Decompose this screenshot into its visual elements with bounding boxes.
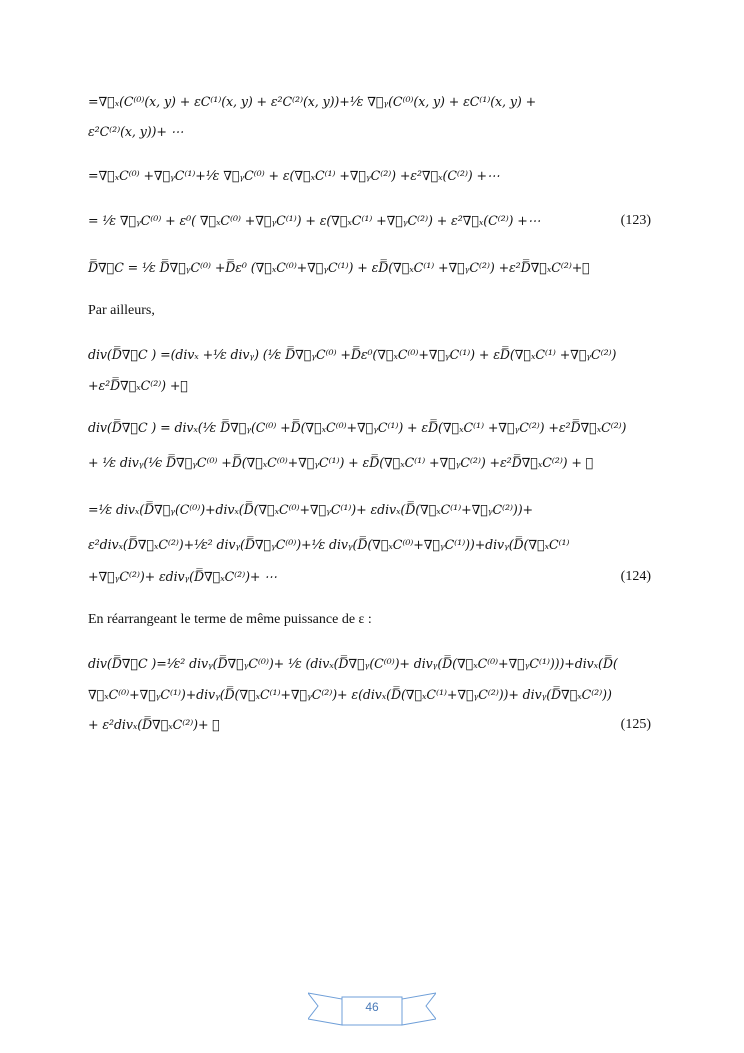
equation-line-10: =¹⁄ε divₓ(D̿∇⃗ᵧ(C⁽⁰⁾)+divₓ(D̿(∇⃗ₓC⁽⁰⁾+∇⃗ᵧC⁽¹⁾)+ εdivₓ(D̿(∇⃗ₓC⁽¹⁾+∇⃗ᵧC⁽²⁾))+ — [88, 502, 534, 517]
equation-line-8: div(D̿∇⃗C ) = divₓ(¹⁄ε D̿∇⃗ᵧ(C⁽⁰⁾ +D̿(∇⃗ₓC⁽⁰⁾+∇⃗ᵧC⁽¹⁾) + εD̿(∇⃗ₓC⁽¹⁾ +∇⃗ᵧC⁽²⁾) +ε²D̿∇⃗ₓC⁽²⁾) — [88, 420, 627, 435]
equation-line-2: ε²C⁽²⁾(x, y))+ ⋯ — [88, 124, 184, 139]
prose-par-ailleurs: Par ailleurs, — [88, 303, 155, 318]
equation-line-1: =∇⃗ₓ(C⁽⁰⁾(x, y) + εC⁽¹⁾(x, y) + ε²C⁽²⁾(x, y))+¹⁄ε ∇⃗ᵧ(C⁽⁰⁾(x, y) + εC⁽¹⁾(x, y) + — [88, 94, 537, 109]
equation-number-124: (124) — [620, 569, 651, 584]
equation-line-5: D̿∇⃗C = ¹⁄ε D̿∇⃗ᵧC⁽⁰⁾ +D̿ε⁰ (∇⃗ₓC⁽⁰⁾+∇⃗ᵧC⁽¹⁾) + εD̿(∇⃗ₓC⁽¹⁾ +∇⃗ᵧC⁽²⁾) +ε²D̿∇⃗ₓC⁽²⁾+⋯ — [88, 260, 590, 275]
equation-line-6: div(D̿∇⃗C ) =(divₓ +¹⁄ε divᵧ) (¹⁄ε D̿∇⃗ᵧC⁽⁰⁾ +D̿ε⁰(∇⃗ₓC⁽⁰⁾+∇⃗ᵧC⁽¹⁾) + εD̿(∇⃗ₓC⁽¹⁾ +∇⃗ᵧC⁽²⁾) — [88, 347, 617, 362]
equation-line-9: + ¹⁄ε divᵧ(¹⁄ϵ D̿∇⃗ᵧC⁽⁰⁾ +D̿(∇⃗ₓC⁽⁰⁾+∇⃗ᵧC⁽¹⁾) + εD̿(∇⃗ₓC⁽¹⁾ +∇⃗ᵧC⁽²⁾) +ε²D̿∇⃗ₓC⁽²⁾) + ⋯ — [88, 455, 594, 470]
equation-line-14: ∇⃗ₓC⁽⁰⁾+∇⃗ᵧC⁽¹⁾)+divᵧ(D̿(∇⃗ₓC⁽¹⁾+∇⃗ᵧC⁽²⁾)+ ε(divₓ(D̿(∇⃗ₓC⁽¹⁾+∇⃗ᵧC⁽²⁾))+ divᵧ(D̿∇⃗ₓC⁽²⁾)) — [88, 687, 612, 702]
equation-line-7: +ε²D̿∇⃗ₓC⁽²⁾) +⋯ — [88, 378, 188, 393]
equation-number-123: (123) — [620, 213, 651, 228]
equation-line-13: div(D̿∇⃗C )=¹⁄ε² divᵧ(D̿∇⃗ᵧC⁽⁰⁾)+ ¹⁄ε (divₓ(D̿∇⃗ᵧ(C⁽⁰⁾)+ divᵧ(D̿(∇⃗ₓC⁽⁰⁾+∇⃗ᵧC⁽¹⁾)))+divₓ(D̿( — [88, 656, 618, 671]
equation-line-15: + ε²divₓ(D̿∇⃗ₓC⁽²⁾)+ ⋯ — [88, 717, 220, 732]
equation-number-125: (125) — [620, 717, 651, 732]
prose-rearrangeant: En réarrangeant le terme de même puissance de ε : — [88, 612, 372, 627]
equation-line-3: =∇⃗ₓC⁽⁰⁾ +∇⃗ᵧC⁽¹⁾+¹⁄ε ∇⃗ᵧC⁽⁰⁾ + ε(∇⃗ₓC⁽¹⁾ +∇⃗ᵧC⁽²⁾) +ε²∇⃗ₓ(C⁽²⁾) +⋯ — [88, 168, 500, 183]
page-number-ribbon — [308, 991, 436, 1027]
equation-line-11: ε²divₓ(D̿∇⃗ₓC⁽²⁾)+¹⁄ε² divᵧ(D̿∇⃗ᵧC⁽⁰⁾)+¹⁄ε divᵧ(D̿(∇⃗ₓC⁽⁰⁾+∇⃗ᵧC⁽¹⁾))+divᵧ(D̿(∇⃗ₓC⁽¹⁾ — [88, 537, 570, 552]
equation-line-4: = ¹⁄ε ∇⃗ᵧC⁽⁰⁾ + ε⁰( ∇⃗ₓC⁽⁰⁾ +∇⃗ᵧC⁽¹⁾) + ε(∇⃗ₓC⁽¹⁾ +∇⃗ᵧC⁽²⁾) + ε²∇⃗ₓ(C⁽²⁾) +⋯ — [88, 213, 541, 228]
page-number: 46 — [365, 1000, 379, 1014]
equation-line-12: +∇⃗ᵧC⁽²⁾)+ εdivᵧ(D̿∇⃗ₓC⁽²⁾)+ ⋯ — [88, 569, 277, 584]
